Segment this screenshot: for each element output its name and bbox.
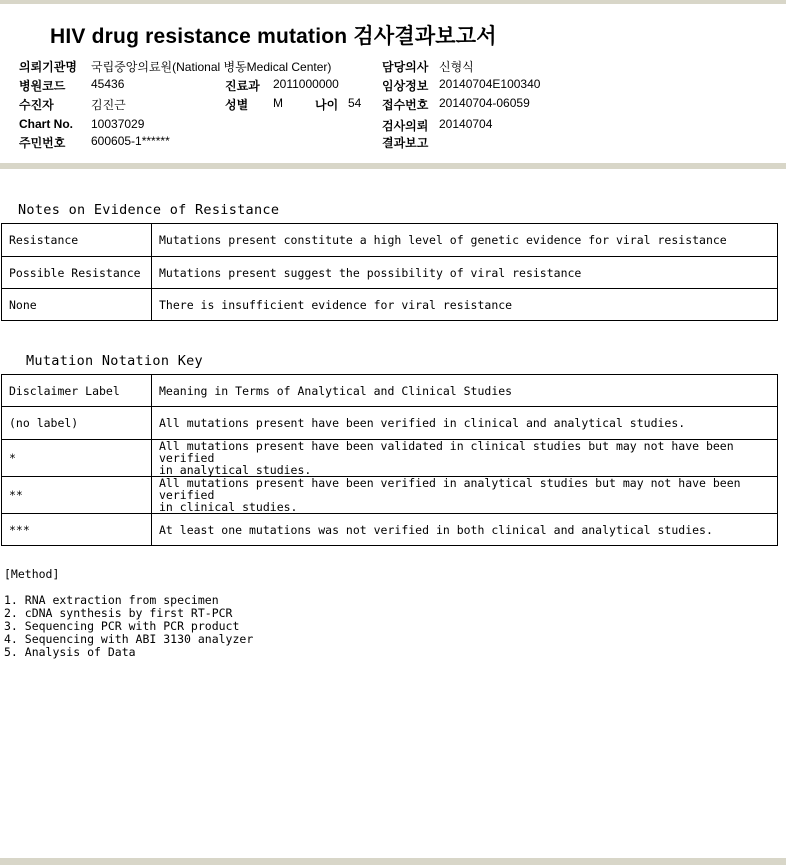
table-row bbox=[2, 407, 778, 440]
key-table bbox=[1, 374, 778, 546]
key-header-text: Meaning in Terms of Analytical and Clinical Studies bbox=[152, 375, 778, 407]
key-text-line: in analytical studies. bbox=[159, 463, 312, 477]
key-text bbox=[152, 440, 778, 477]
method-step: 4. Sequencing with ABI 3130 analyzer bbox=[4, 632, 254, 646]
institution-label: 의뢰기관명 bbox=[19, 60, 77, 74]
rrn-label: 주민번호 bbox=[19, 136, 66, 150]
result-label: 결과보고 bbox=[382, 136, 429, 150]
dept-value: 2011000000 bbox=[273, 77, 339, 91]
method-heading: [Method] bbox=[4, 567, 60, 581]
hospital-code-label: 병원코드 bbox=[19, 79, 66, 93]
key-label: *** bbox=[2, 514, 152, 546]
key-heading: Mutation Notation Key bbox=[26, 353, 203, 369]
notes-text: Mutations present constitute a high level of genetic evidence for viral resistance bbox=[152, 224, 778, 257]
key-text-line: in clinical studies. bbox=[159, 500, 298, 514]
table-row bbox=[2, 375, 778, 407]
examinee-value: 김진근 bbox=[91, 98, 126, 112]
institution-value: 국립중앙의료원(National 병동Medical Center) bbox=[91, 60, 332, 74]
method-step: 2. cDNA synthesis by first RT-PCR bbox=[4, 606, 233, 620]
doctor-value: 신형식 bbox=[439, 60, 474, 74]
hospital-code-value: 45436 bbox=[91, 77, 125, 91]
notes-text: Mutations present suggest the possibility of viral resistance bbox=[152, 257, 778, 289]
dept-label: 진료과 bbox=[225, 79, 260, 93]
table-row bbox=[2, 514, 778, 546]
table-row bbox=[2, 257, 778, 289]
bottom-border bbox=[0, 858, 786, 865]
notes-table bbox=[1, 223, 778, 321]
notes-label: None bbox=[2, 289, 152, 321]
clinical-value: 20140704E100340 bbox=[439, 77, 541, 91]
doctor-label: 담당의사 bbox=[382, 60, 429, 74]
key-text-line: At least one mutations was not verified in both clinical and analytical studies. bbox=[159, 522, 713, 537]
key-label: * bbox=[2, 440, 152, 477]
sex-label: 성별 bbox=[225, 98, 249, 112]
key-text-line: All mutations present have been verified in analytical studies but may not have been verified bbox=[159, 476, 741, 502]
key-label: (no label) bbox=[2, 407, 152, 440]
sex-value: M bbox=[273, 96, 283, 110]
chart-label: Chart No. bbox=[19, 117, 73, 131]
request-label: 검사의뢰 bbox=[382, 119, 429, 133]
notes-label: Resistance bbox=[2, 224, 152, 257]
key-header-label: Disclaimer Label bbox=[2, 375, 152, 407]
top-border bbox=[0, 0, 786, 4]
rrn-value: 600605-1****** bbox=[91, 134, 170, 148]
table-row bbox=[2, 477, 778, 514]
receipt-label: 접수번호 bbox=[382, 98, 429, 112]
notes-text: There is insufficient evidence for viral resistance bbox=[152, 289, 778, 321]
examinee-label: 수진자 bbox=[19, 98, 54, 112]
key-text-line: All mutations present have been validated in clinical studies but may not have been verified bbox=[159, 439, 734, 465]
chart-value: 10037029 bbox=[91, 117, 145, 131]
age-value: 54 bbox=[348, 96, 362, 110]
table-row bbox=[2, 224, 778, 257]
report-title: HIV drug resistance mutation 검사결과보고서 bbox=[50, 25, 497, 48]
notes-heading: Notes on Evidence of Resistance bbox=[18, 202, 280, 218]
table-row bbox=[2, 440, 778, 477]
key-text bbox=[152, 407, 778, 440]
header-divider bbox=[0, 163, 786, 169]
table-row bbox=[2, 289, 778, 321]
clinical-label: 임상정보 bbox=[382, 79, 429, 93]
key-text bbox=[152, 477, 778, 514]
method-step: 1. RNA extraction from specimen bbox=[4, 593, 219, 607]
method-step: 5. Analysis of Data bbox=[4, 645, 136, 659]
request-value: 20140704 bbox=[439, 117, 493, 131]
receipt-value: 20140704-06059 bbox=[439, 96, 530, 110]
key-text-line: All mutations present have been verified in clinical and analytical studies. bbox=[159, 416, 686, 430]
key-label: ** bbox=[2, 477, 152, 514]
method-step: 3. Sequencing PCR with PCR product bbox=[4, 619, 240, 633]
notes-label: Possible Resistance bbox=[2, 257, 152, 289]
age-label: 나이 bbox=[315, 98, 339, 112]
key-text bbox=[152, 514, 778, 546]
